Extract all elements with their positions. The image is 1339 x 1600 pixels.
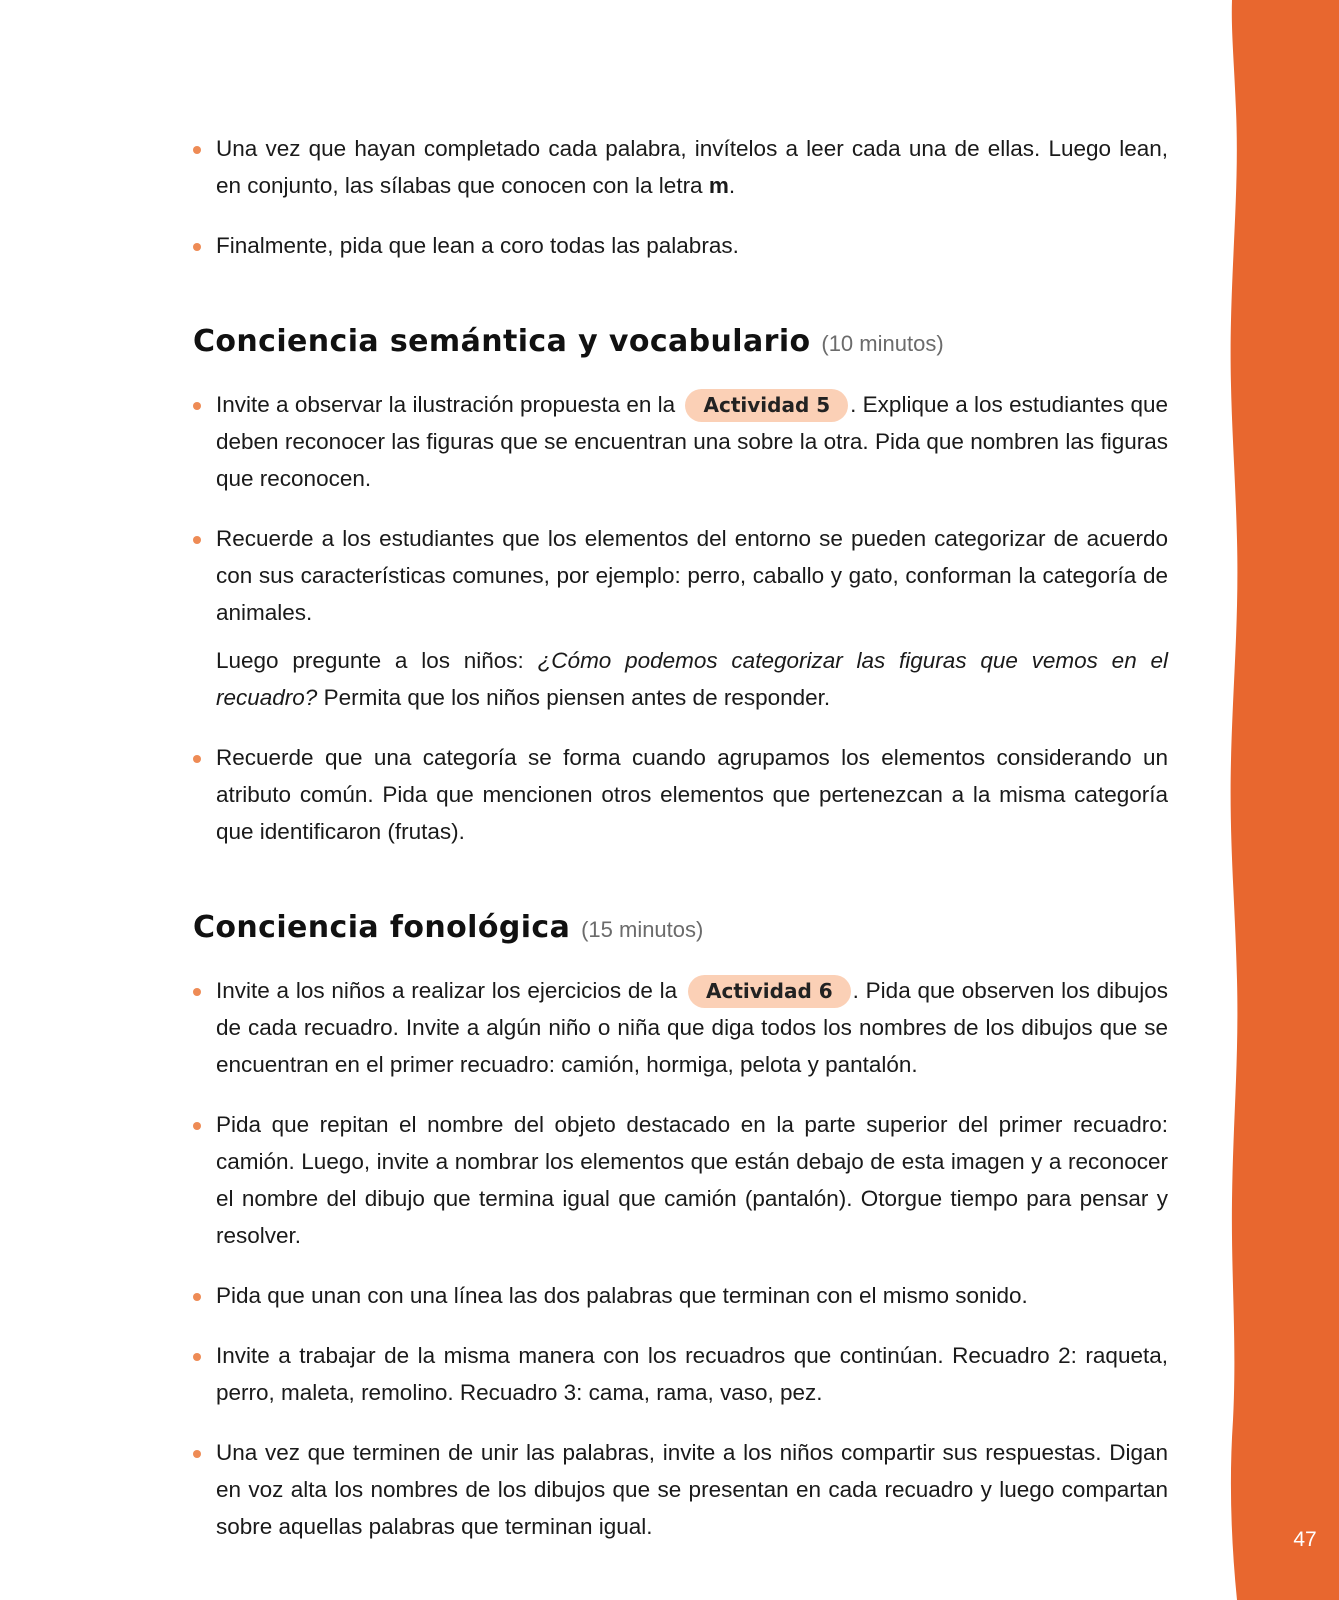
section-heading-semantica: [193, 322, 1168, 364]
bullet-icon: [193, 1293, 201, 1301]
list-item-text: Una vez que hayan completado cada palabra, invítelos a leer cada una de ellas. Luego lean, en conjunto, las sílabas que conocen con la letra: [216, 136, 1168, 198]
bold-letter: m: [708, 173, 729, 198]
bullet-icon: [193, 1122, 201, 1130]
list-item-text-cont: . Explique a los estudiantes que deben reconocer las figuras que se encuentran una sobre la otra. Pida que nombren las figuras que reconocen.: [216, 392, 1168, 491]
bullet-icon: [193, 243, 201, 251]
list-item: [193, 739, 1168, 850]
list-item: [193, 1337, 1168, 1411]
section-duration: (15 minutos): [581, 917, 704, 942]
bullet-icon: [193, 402, 201, 410]
paragraph-text: Luego pregunte a los niños:: [216, 648, 538, 673]
list-item-text: Recuerde a los estudiantes que los elementos del entorno se pueden categorizar de acuerdo con sus características comunes, por ejemplo: perro, caballo y gato, conforman la categoría de animales.: [216, 526, 1168, 625]
list-item: [193, 972, 1168, 1083]
list-item: [193, 386, 1168, 497]
bullet-icon: [193, 536, 201, 544]
list-item: [193, 1277, 1168, 1314]
list-item: [193, 1434, 1168, 1545]
list-item-text: Pida que repitan el nombre del objeto destacado en la parte superior del primer recuadro: camión. Luego, invite a nombrar los elementos que están debajo de esta imagen y a reconocer el nombre del dibujo que termina igual que camión (pantalón). Otorgue tiempo para pensar y resolver.: [216, 1112, 1168, 1248]
list-item: [193, 1106, 1168, 1254]
list-item-text: Pida que unan con una línea las dos palabras que terminan con el mismo sonido.: [216, 1283, 1028, 1308]
list-item-text-end: .: [728, 173, 736, 198]
section-duration: (10 minutos): [821, 331, 944, 356]
page-content: [193, 130, 1168, 1568]
list-item-text-cont: . Pida que observen los dibujos de cada recuadro. Invite a algún niño o niña que diga todos los nombres de los dibujos que se encuentran en el primer recuadro: camión, hormiga, pelota y pantalón.: [216, 978, 1168, 1077]
activity-badge: Actividad 6: [688, 975, 851, 1008]
list-item: [193, 227, 1168, 264]
orange-page-edge: [1229, 0, 1339, 1600]
list-item-text: Invite a los niños a realizar los ejercicios de la: [216, 978, 678, 1003]
list-item-text: Invite a trabajar de la misma manera con los recuadros que continúan. Recuadro 2: raqueta, perro, maleta, remolino. Recuadro 3: cama, rama, vaso, pez.: [216, 1343, 1168, 1405]
activity-badge: Actividad 5: [685, 389, 848, 422]
section-title: Conciencia fonológica: [193, 910, 571, 945]
section-heading-fonologica: [193, 908, 1168, 950]
section-title: Conciencia semántica y vocabulario: [193, 324, 811, 359]
question-text: ¿Cómo podemos categorizar las figuras que vemos en el recuadro?: [216, 648, 1168, 710]
page-number: 47: [1293, 1528, 1317, 1551]
list-item-text: Invite a observar la ilustración propuesta en la: [216, 392, 676, 417]
bullet-icon: [193, 146, 201, 154]
paragraph: [193, 642, 1168, 716]
paragraph-text-end: Permita que los niños piensen antes de responder.: [317, 685, 831, 710]
list-item: [193, 130, 1168, 204]
bullet-icon: [193, 1353, 201, 1361]
bullet-icon: [193, 988, 201, 996]
list-item-text: Una vez que terminen de unir las palabras, invite a los niños compartir sus respuestas. Digan en voz alta los nombres de los dibujos que se presentan en cada recuadro y luego compartan sobre aquellas palabras que terminan igual.: [216, 1440, 1168, 1539]
list-item-text: Finalmente, pida que lean a coro todas las palabras.: [216, 233, 739, 258]
bullet-icon: [193, 1450, 201, 1458]
list-item: [193, 520, 1168, 631]
bullet-icon: [193, 755, 201, 763]
list-item-text: Recuerde que una categoría se forma cuando agrupamos los elementos considerando un atributo común. Pida que mencionen otros elementos que pertenezcan a la misma categoría que identificaron (frutas).: [216, 745, 1168, 844]
